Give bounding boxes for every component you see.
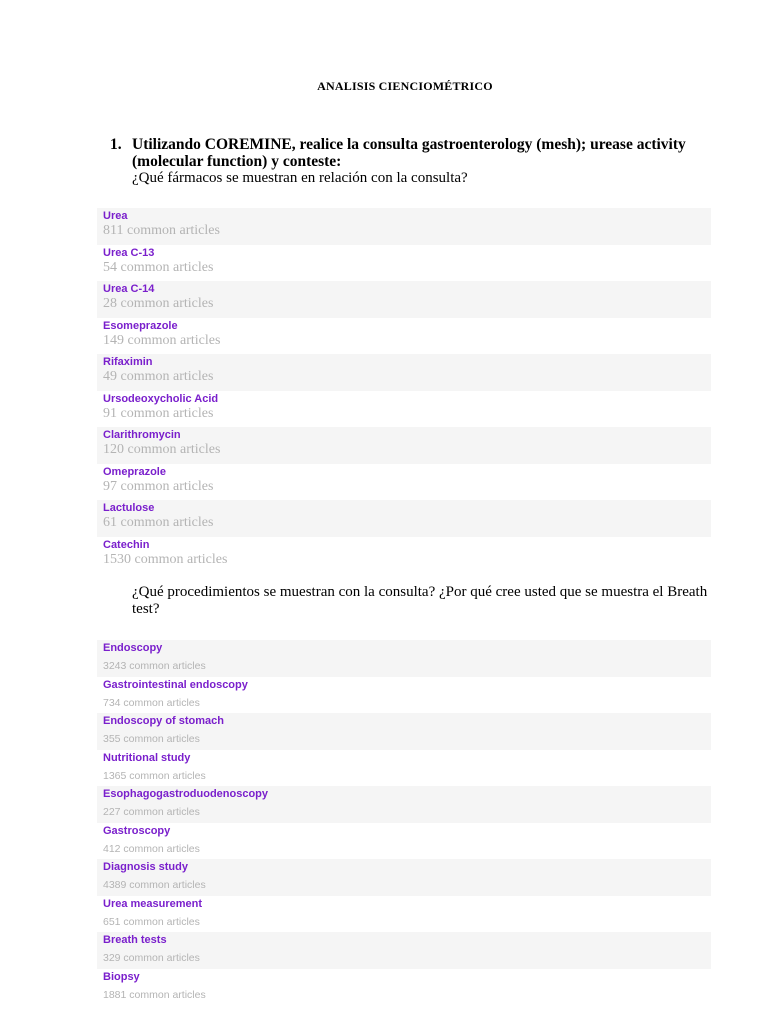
article-count: 91 common articles xyxy=(103,405,214,421)
article-count: 3243 common articles xyxy=(103,660,206,672)
article-count: 1530 common articles xyxy=(103,551,228,567)
question-1-line-2: (molecular function) y conteste: xyxy=(132,153,342,170)
list-item[interactable] xyxy=(97,969,711,1006)
list-item[interactable] xyxy=(97,786,711,823)
list-item[interactable] xyxy=(97,932,711,969)
drug-name[interactable]: Urea C-14 xyxy=(103,283,155,295)
article-count: 651 common articles xyxy=(103,915,200,928)
list-item[interactable] xyxy=(97,208,711,245)
procedure-name[interactable]: Urea measurement xyxy=(103,897,203,910)
article-count: 4389 common articles xyxy=(103,879,206,891)
question-1-text-1: Utilizando COREMINE, realice la consulta gastroenterology (mesh); urease activity xyxy=(132,136,686,153)
article-count: 1881 common articles xyxy=(103,988,206,1001)
procedure-list xyxy=(97,640,711,1005)
question-1-line-1 xyxy=(110,136,710,153)
list-item[interactable] xyxy=(97,859,711,896)
drug-name[interactable]: Rifaximin xyxy=(103,356,153,368)
drug-name[interactable]: Esomeprazole xyxy=(103,319,178,332)
drug-name[interactable]: Urea xyxy=(103,210,128,222)
article-count: 412 common articles xyxy=(103,842,200,855)
procedure-name[interactable]: Esophagogastroduodenoscopy xyxy=(103,788,269,800)
list-item[interactable] xyxy=(97,750,711,787)
list-item[interactable] xyxy=(97,823,711,860)
procedure-name[interactable]: Biopsy xyxy=(103,970,140,983)
drug-name[interactable]: Clarithromycin xyxy=(103,429,181,441)
document-title: ANALISIS CIENCIOMÉTRICO xyxy=(317,79,493,93)
question-number: 1. xyxy=(110,136,122,153)
drug-list xyxy=(97,208,711,573)
list-item[interactable] xyxy=(97,677,711,714)
procedure-name[interactable]: Gastroscopy xyxy=(103,824,171,837)
article-count: 28 common articles xyxy=(103,296,214,311)
question-2: ¿Qué procedimientos se muestran con la consulta? ¿Por qué cree usted que se muestra el Breath test? xyxy=(132,584,708,617)
procedure-name[interactable]: Gastrointestinal endoscopy xyxy=(103,678,248,691)
list-item[interactable] xyxy=(97,896,711,933)
list-item[interactable] xyxy=(97,464,711,501)
list-item[interactable] xyxy=(97,713,711,750)
drug-name[interactable]: Ursodeoxycholic Acid xyxy=(103,392,219,405)
list-item[interactable] xyxy=(97,537,711,574)
list-item[interactable] xyxy=(97,391,711,428)
article-count: 227 common articles xyxy=(103,806,200,818)
article-count: 54 common articles xyxy=(103,259,214,275)
list-item[interactable] xyxy=(97,640,711,677)
list-item[interactable] xyxy=(97,281,711,318)
question-1 xyxy=(110,136,710,187)
procedure-name[interactable]: Breath tests xyxy=(103,934,167,946)
procedure-name[interactable]: Diagnosis study xyxy=(103,861,188,873)
list-item[interactable] xyxy=(97,245,711,282)
drug-name[interactable]: Omeprazole xyxy=(103,465,166,478)
article-count: 97 common articles xyxy=(103,478,214,494)
article-count: 120 common articles xyxy=(103,442,221,457)
list-item[interactable] xyxy=(97,500,711,537)
article-count: 61 common articles xyxy=(103,515,214,530)
article-count: 811 common articles xyxy=(103,223,220,238)
article-count: 149 common articles xyxy=(103,332,221,348)
drug-name[interactable]: Urea C-13 xyxy=(103,246,155,259)
question-1-subquestion: ¿Qué fármacos se muestran en relación con la consulta? xyxy=(132,170,468,186)
article-count: 1365 common articles xyxy=(103,769,206,782)
drug-name[interactable]: Lactulose xyxy=(103,502,155,514)
list-item[interactable] xyxy=(97,427,711,464)
procedure-name[interactable]: Nutritional study xyxy=(103,751,191,764)
article-count: 49 common articles xyxy=(103,369,214,384)
drug-name[interactable]: Catechin xyxy=(103,538,150,551)
article-count: 734 common articles xyxy=(103,696,200,709)
list-item[interactable] xyxy=(97,354,711,391)
procedure-name[interactable]: Endoscopy xyxy=(103,642,163,654)
procedure-name[interactable]: Endoscopy of stomach xyxy=(103,715,225,727)
list-item[interactable] xyxy=(97,318,711,355)
article-count: 355 common articles xyxy=(103,733,200,745)
article-count: 329 common articles xyxy=(103,952,200,964)
